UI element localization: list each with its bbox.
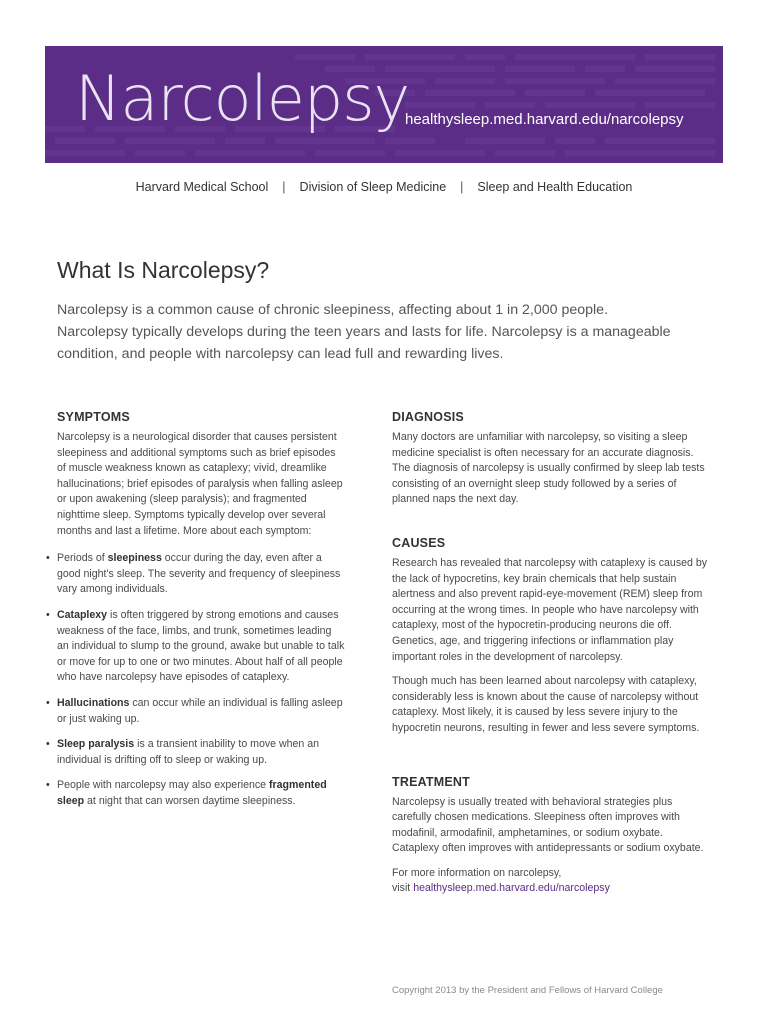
banner-url-link[interactable]: healthysleep.med.harvard.edu/narcolepsy (405, 111, 684, 128)
affiliation-dsm: Division of Sleep Medicine (299, 180, 447, 194)
diagnosis-heading: DIAGNOSIS (392, 410, 464, 424)
more-info-link[interactable]: healthysleep.med.harvard.edu/narcolepsy (413, 882, 610, 895)
causes-heading: CAUSES (392, 535, 446, 550)
banner-title: Narcolepsy (75, 62, 410, 135)
treatment-heading: TREATMENT (392, 774, 470, 789)
symptoms-text: Narcolepsy is a neurological disorder that causes persistent sleepiness and additional symptoms such as brief episodes of muscle weakness known as cataplexy; vivid, dreamlike hallucinations; brief episodes of paralysis when falling asleep or upon awakening (sleep paralysis); and fragmented nighttime sleep. Symptoms typically develop over several months and last a lifetime. More about each symptom: (57, 431, 343, 537)
list-item: • Sleep paralysis is a transient inability to move when an individual is drifting off to sleep or waking up. (57, 737, 347, 768)
more-info-text: For more information on narcolepsy, visit healthysleep.med.harvard.edu/narcolepsy (392, 866, 610, 895)
affiliations-bar (0, 180, 768, 194)
intro-paragraph: Narcolepsy is a common cause of chronic sleepiness, affecting about 1 in 2,000 people. Narcolepsy typically develops during the teen years and lasts for life. Narcolepsy is a manageable condition, and people with narcolepsy can lead full and rewarding lives. (57, 302, 671, 362)
affiliation-she: Sleep and Health Education (477, 180, 633, 194)
symptoms-list (57, 551, 347, 809)
list-item: • Cataplexy is often triggered by strong emotions and causes weakness of the face, limbs, and trunk, sometimes leading an individual to slump to the ground, awake but unable to talk or move for up to one or two minutes. About half of all people who have narcolepsy have episodes of cataplexy. (57, 608, 347, 686)
symptoms-heading: SYMPTOMS (57, 410, 130, 424)
page-title: What Is Narcolepsy? (57, 257, 270, 283)
separator: | (282, 180, 286, 194)
diagnosis-text: Many doctors are unfamiliar with narcolepsy, so visiting a sleep medicine specialist is often necessary for an accurate diagnosis. The diagnosis of narcolepsy is usually confirmed by sleep lab tests consisting of an overnight sleep study followed by a series of planned naps the next day. (392, 431, 705, 506)
right-column (392, 410, 712, 897)
header-banner (45, 46, 723, 163)
copyright-notice: Copyright 2013 by the President and Fellows of Harvard College (392, 985, 663, 996)
causes-paragraph-1: Research has revealed that narcolepsy with cataplexy is caused by the lack of hypocretins, key brain chemicals that help sustain alertness and also prevent rapid-eye-movement (REM) sleep from occurring at the wrong times. In people who have narcolepsy with cataplexy, most of the hypocretin-producing neurons die off. Genetics, age, and triggering infections or inflammation play important roles in the development of narcolepsy. (392, 556, 708, 663)
list-item: • Hallucinations can occur while an individual is falling asleep or just waking up. (57, 696, 347, 727)
causes-paragraph-2: Though much has been learned about narcolepsy with cataplexy, considerably less is known about the cause of narcolepsy without cataplexy. Most likely, it is caused by less severe injury to the hypocretin neurons, resulting in fewer and less severe symptoms. (392, 675, 700, 734)
treatment-text: Narcolepsy is usually treated with behavioral strategies plus carefully chosen medications. Sleepiness often improves with modafinil, armodafinil, amphetamines, or sodium oxybate. Cataplexy often improves with antidepressants or sodium oxybate. (392, 795, 704, 855)
affiliation-hms: Harvard Medical School (135, 180, 269, 194)
separator: | (460, 180, 464, 194)
list-item: • People with narcolepsy may also experience fragmented sleep at night that can worsen daytime sleepiness. (57, 778, 347, 809)
left-column (57, 410, 347, 819)
list-item: • Periods of sleepiness occur during the day, even after a good night's sleep. The severity and frequency of sleepiness vary among individuals. (57, 551, 347, 598)
